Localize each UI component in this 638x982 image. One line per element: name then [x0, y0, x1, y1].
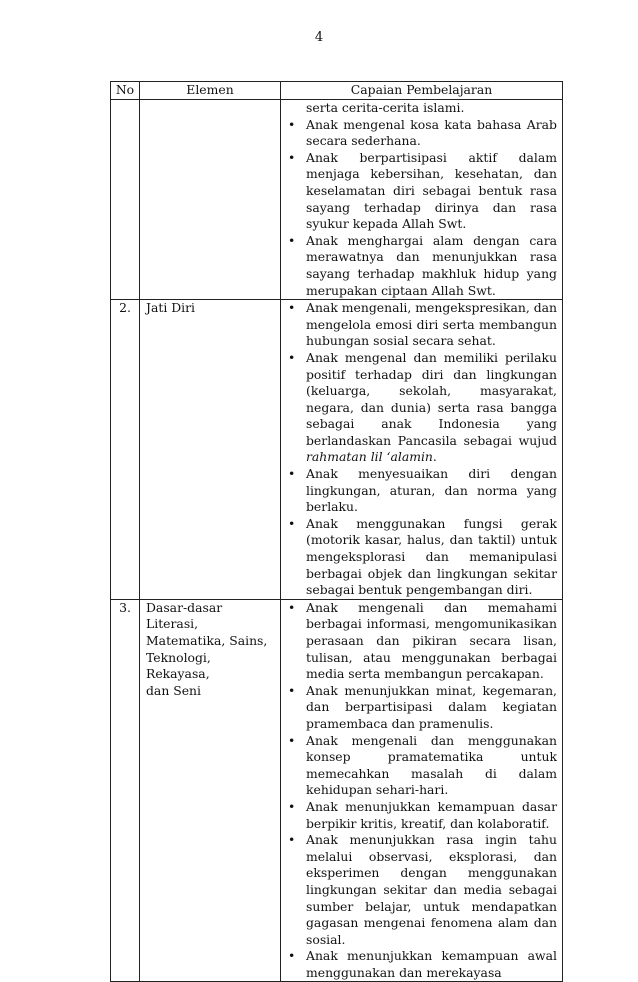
table-header-row — [111, 82, 563, 100]
outcome-item — [281, 733, 557, 799]
header-no: No — [111, 82, 140, 100]
table-row — [111, 599, 563, 982]
outcome-text: Anak menunjukkan kemampuan dasar berpikir kritis, kreatif, dan kolaboratif. — [306, 798, 557, 831]
outcome-item — [281, 233, 557, 299]
bullet-icon: • — [288, 682, 296, 698]
learning-outcomes-table — [110, 81, 563, 982]
outcome-text: Anak mengenali dan menggunakan konsep pramatematika untuk memecahkan masalah di dalam kehidupan sehari-hari. — [306, 732, 557, 798]
outcome-item — [281, 832, 557, 948]
outcome-item — [281, 300, 557, 350]
outcome-text: Anak menyesuaikan diri dengan lingkungan, aturan, dan norma yang berlaku. — [306, 466, 557, 515]
outcome-text: Anak mengenal dan memiliki perilaku positif terhadap diri dan lingkungan (keluarga, sekolah, masyarakat, negara, dan dunia) serta rasa bangga sebagai anak Indonesia yang berlandaskan Pancasila sebagai wujud — [306, 349, 557, 448]
element-name-line: dan Seni — [146, 682, 202, 698]
header-capaian: Capaian Pembelajaran — [281, 82, 563, 100]
row-number — [111, 100, 140, 300]
bullet-icon: • — [288, 599, 296, 615]
table-body — [111, 100, 563, 982]
outcome-item — [281, 683, 557, 733]
element-cell — [140, 300, 281, 600]
table-row — [111, 300, 563, 600]
outcome-text: serta cerita-cerita islami. — [306, 100, 465, 115]
element-name-line: Teknologi, Rekayasa, — [146, 649, 211, 682]
outcome-text: Anak mengenali, mengekspresikan, dan mengelola emosi diri serta membangun hubungan sosial secara sehat. — [306, 300, 558, 349]
header-elemen: Elemen — [140, 82, 281, 100]
outcome-text-end: . — [432, 449, 437, 465]
bullet-icon: • — [288, 948, 296, 964]
outcome-cell — [281, 300, 563, 600]
bullet-icon: • — [288, 832, 296, 848]
outcome-item — [281, 948, 557, 981]
outcome-cell — [281, 100, 563, 300]
outcome-item — [281, 350, 557, 466]
outcome-text: Anak menunjukkan kemampuan awal menggunakan dan merekayasa — [306, 948, 557, 980]
element-cell — [140, 599, 281, 982]
outcome-text: Anak menghargai alam dengan cara merawatnya dan menunjukkan rasa sayang terhadap makhluk hidup yang merupakan ciptaan Allah Swt. — [306, 232, 557, 298]
outcome-item — [281, 600, 557, 683]
bullet-icon: • — [288, 466, 296, 482]
outcome-item — [281, 799, 557, 832]
outcome-cell — [281, 599, 563, 982]
outcome-continuation — [281, 100, 557, 117]
element-name-line: Matematika, Sains, — [146, 633, 268, 648]
outcome-text: Anak menunjukkan rasa ingin tahu melalui observasi, eksplorasi, dan eksperimen dengan menggunakan lingkungan sekitar dan media sebagai sumber belajar, untuk mendapatkan gagasan mengenai fenomena alam dan sosial. — [306, 832, 557, 947]
bullet-icon: • — [288, 149, 296, 165]
bullet-icon: • — [288, 732, 296, 748]
outcome-text: Anak menunjukkan minat, kegemaran, dan berpartisipasi dalam kegiatan pramembaca dan pramenulis. — [306, 682, 557, 731]
table-row — [111, 100, 563, 300]
outcome-item — [281, 150, 557, 233]
bullet-icon: • — [288, 232, 296, 248]
element-name-line: Jati Diri — [146, 300, 196, 316]
bullet-icon: • — [288, 116, 296, 132]
row-number: 3. — [111, 599, 140, 982]
outcome-text: Anak mengenal kosa kata bahasa Arab secara sederhana. — [306, 116, 557, 149]
bullet-icon: • — [288, 300, 296, 316]
element-name-line: Literasi, — [146, 616, 199, 632]
element-cell — [140, 100, 281, 300]
outcome-item — [281, 466, 557, 516]
outcome-item — [281, 516, 557, 599]
outcome-text: Anak berpartisipasi aktif dalam menjaga kebersihan, kesehatan, dan keselamatan diri sebagai bentuk rasa sayang terhadap dirinya dan rasa syukur kepada Allah Swt. — [306, 149, 557, 232]
outcome-italic-text: rahmatan lil ‘alamin — [306, 449, 433, 465]
element-name-line: Dasar-dasar — [146, 599, 223, 615]
page-number: 4 — [314, 30, 324, 45]
bullet-icon: • — [288, 798, 296, 814]
bullet-icon: • — [288, 349, 296, 365]
outcome-text: Anak mengenali dan memahami berbagai informasi, mengomunikasikan perasaan dan pikiran secara lisan, tulisan, atau menggunakan berbagai media serta membangun percakapan. — [306, 599, 557, 682]
outcome-text: Anak menggunakan fungsi gerak (motorik kasar, halus, dan taktil) untuk mengeksplorasi dan memanipulasi berbagai objek dan lingkungan sekitar sebagai bentuk pengembangan diri. — [306, 515, 557, 598]
outcome-item — [281, 117, 557, 150]
bullet-icon: • — [288, 515, 296, 531]
row-number: 2. — [111, 300, 140, 600]
